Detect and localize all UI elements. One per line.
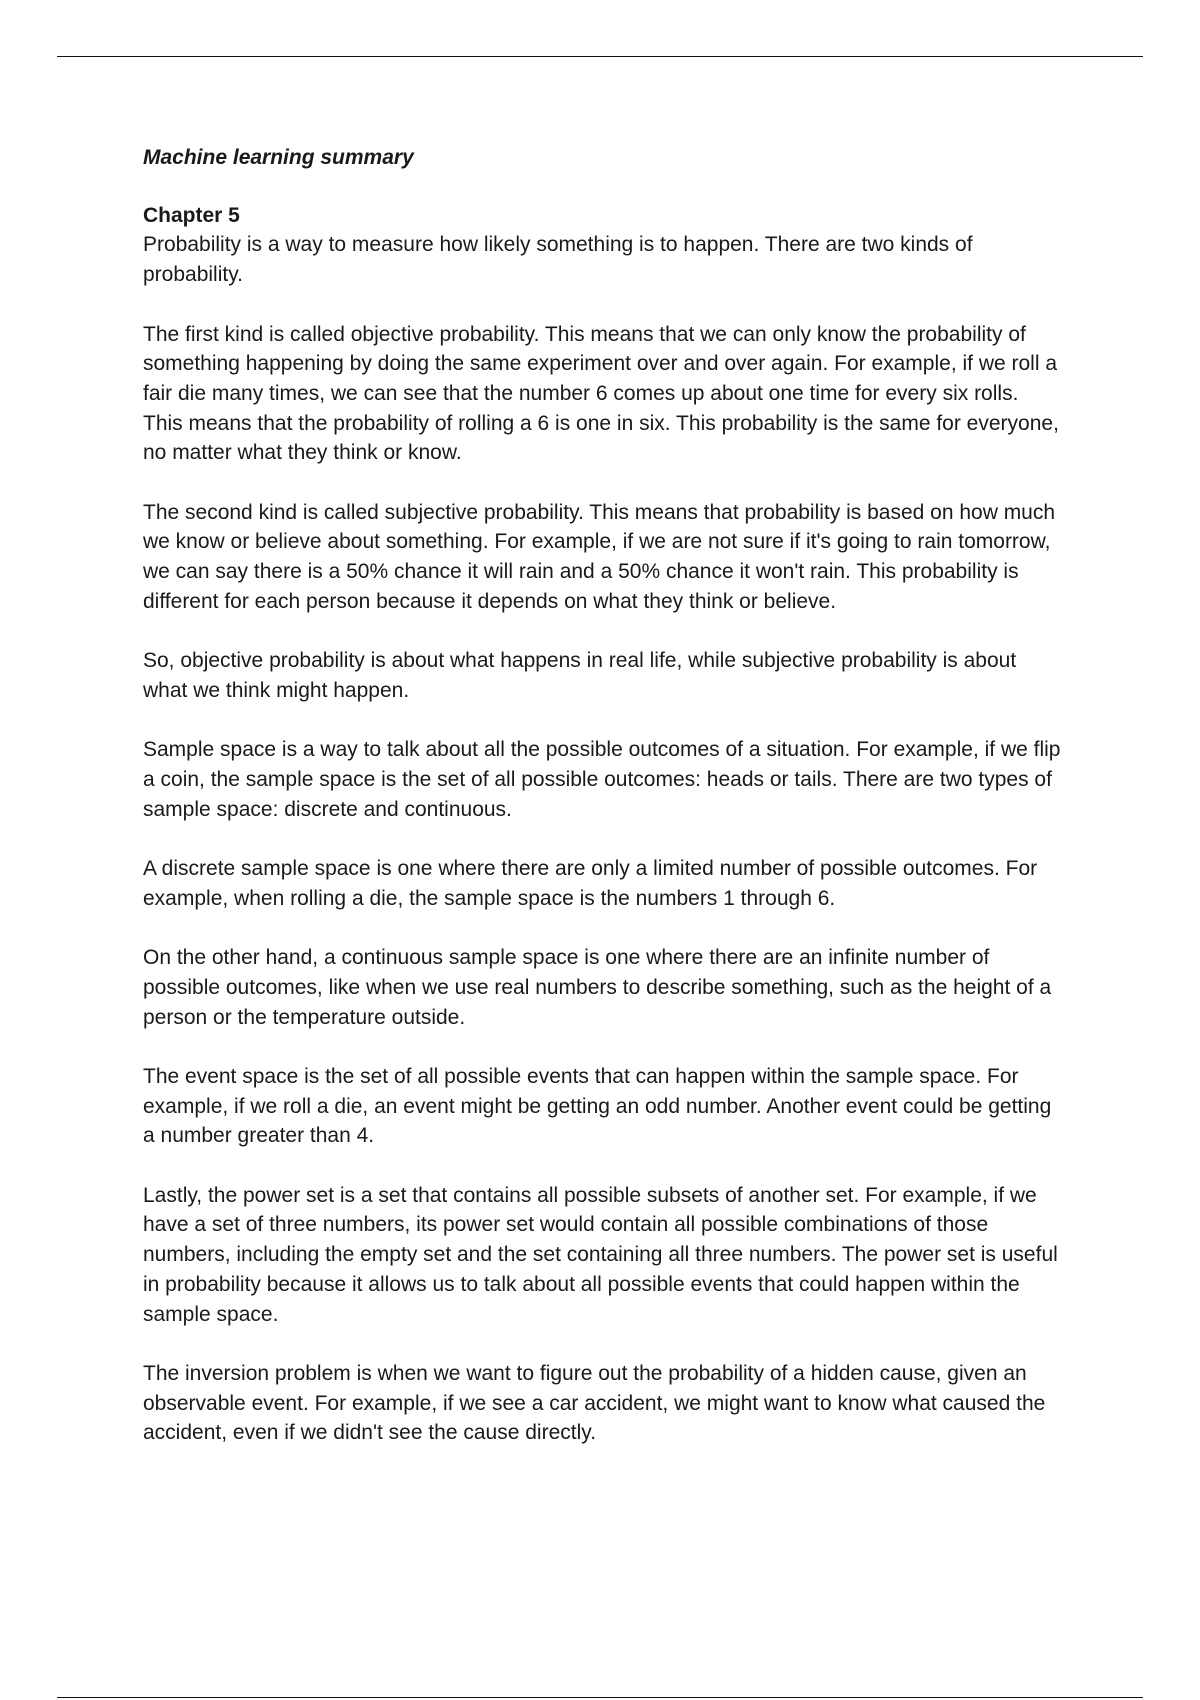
paragraph-discrete-sample-space: A discrete sample space is one where there are only a limited number of possible outcomes. For example, when rolling a die, the sample space is the numbers 1 through 6. bbox=[143, 857, 1038, 910]
paragraph-continuous-sample-space: On the other hand, a continuous sample space is one where there are an infinite number of possible outcomes, like when we use real numbers to describe something, such as the height of a person or the temperature outside. bbox=[143, 946, 1052, 1029]
paragraph-subjective-probability: The second kind is called subjective probability. This means that probability is based on how much we know or believe about something. For example, if we are not sure if it's going to rain tomorrow, we can say there is a 50% chance it will rain and a 50% chance it won't rain. This probability is different for each person because it depends on what they think or believe. bbox=[143, 500, 1056, 613]
paragraph-probability-intro: Probability is a way to measure how likely something is to happen. There are two kinds of probability. bbox=[143, 233, 973, 287]
paragraph-inversion-problem: The inversion problem is when we want to figure out the probability of a hidden cause, given an observable event. For example, if we see a car accident, we might want to know what caused the accident, even if we didn't see the cause directly. bbox=[143, 1361, 1046, 1445]
footer-rule bbox=[57, 1697, 1143, 1698]
paragraph-objective-probability: The first kind is called objective probability. This means that we can only know the probability of something happening by doing the same experiment over and over again. For example, if we roll a fair die many times, we can see that the number 6 comes up about one time for every six rolls. This means that the probability of rolling a 6 is one in six. This probability is the same for everyone, no matter what they think or know. bbox=[143, 322, 1059, 465]
paragraph-power-set: Lastly, the power set is a set that contains all possible subsets of another set. For example, if we have a set of three numbers, its power set would contain all possible combinations of those numbers, including the empty set and the set containing all three numbers. The power set is useful in probability because it allows us to talk about all possible events that could happen within the sample space. bbox=[143, 1183, 1058, 1326]
chapter-heading: Chapter 5 bbox=[143, 203, 240, 227]
paragraph-event-space: The event space is the set of all possible events that can happen within the sample space. For example, if we roll a die, an event might be getting an odd number. Another event could be getting a number greater than 4. bbox=[143, 1064, 1052, 1148]
document-title: Machine learning summary bbox=[143, 146, 414, 169]
paragraph-probability-comparison: So, objective probability is about what happens in real life, while subjective probability is about what we think might happen. bbox=[143, 649, 1017, 702]
paragraph-sample-space: Sample space is a way to talk about all the possible outcomes of a situation. For example, if we flip a coin, the sample space is the set of all possible outcomes: heads or tails. There are two types of sample space: discrete and continuous. bbox=[143, 738, 1061, 821]
header-rule bbox=[57, 56, 1143, 57]
document-body bbox=[143, 143, 1063, 1478]
